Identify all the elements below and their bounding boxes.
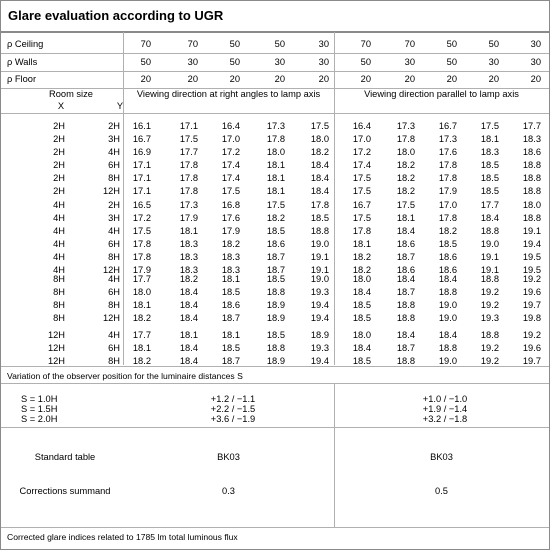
- ugr-value: 18.4: [179, 300, 198, 311]
- ugr-value: 17.0: [352, 134, 371, 145]
- reflectance-value: 50: [274, 39, 285, 49]
- reflectance-value: 20: [318, 74, 329, 84]
- room-x: 2H: [53, 160, 65, 171]
- variation-right: +2.2 / −1.5: [210, 404, 256, 414]
- ugr-value: 17.2: [221, 147, 240, 158]
- reflectance-value: 30: [404, 57, 415, 67]
- ugr-value: 19.2: [480, 343, 499, 354]
- ugr-value: 18.0: [310, 134, 329, 145]
- reflectance-value: 20: [488, 74, 499, 84]
- ugr-value: 19.0: [438, 356, 457, 367]
- ugr-value: 18.5: [310, 213, 329, 224]
- ugr-value: 18.0: [396, 147, 415, 158]
- reflectance-value: 50: [229, 57, 240, 67]
- ugr-value: 18.1: [221, 274, 240, 284]
- ugr-value: 18.5: [266, 226, 285, 237]
- ugr-value: 18.8: [396, 300, 415, 311]
- ugr-value: 17.8: [179, 186, 198, 197]
- row-divider: [1, 366, 549, 367]
- variation-right: +1.2 / −1.1: [210, 394, 256, 404]
- room-x: 8H: [53, 313, 65, 324]
- ugr-value: 19.1: [480, 252, 499, 263]
- reflectance-value: 20: [446, 74, 457, 84]
- room-x: 8H: [53, 274, 65, 284]
- ugr-value: 18.3: [480, 147, 499, 158]
- ugr-value: 19.5: [522, 265, 541, 276]
- title-bar: [1, 1, 549, 32]
- ugr-value: 19.1: [310, 265, 329, 276]
- ugr-value: 18.1: [179, 226, 198, 237]
- ugr-value: 17.7: [480, 200, 499, 210]
- ugr-value: 17.5: [221, 186, 240, 197]
- ugr-value: 18.5: [438, 239, 457, 250]
- ugr-value: 18.2: [132, 313, 151, 324]
- ugr-value: 18.8: [522, 186, 541, 197]
- reflectance-value: 20: [530, 74, 541, 84]
- ugr-value: 18.6: [396, 265, 415, 276]
- ugr-value: 18.4: [352, 287, 371, 298]
- ugr-value: 18.5: [480, 186, 499, 197]
- ugr-value: 17.5: [352, 186, 371, 197]
- ugr-value: 18.6: [396, 239, 415, 250]
- reflectance-label: ρ Walls: [7, 57, 38, 67]
- corrections-label: Corrections summand: [19, 486, 111, 496]
- ugr-value: 16.7: [438, 121, 457, 131]
- ugr-value: 18.8: [480, 226, 499, 237]
- ugr-value: 18.7: [266, 252, 285, 263]
- room-y: 12H: [102, 265, 120, 276]
- ugr-value: 19.1: [480, 265, 499, 276]
- ugr-value: 18.0: [266, 147, 285, 158]
- variation-parallel: +1.0 / −1.0: [422, 394, 468, 404]
- room-y: 8H: [108, 356, 120, 367]
- ugr-value: 17.7: [522, 121, 541, 131]
- ugr-value: 18.1: [221, 330, 240, 340]
- ugr-value: 19.2: [522, 274, 541, 284]
- ugr-value: 16.7: [352, 200, 371, 210]
- ugr-value: 18.2: [179, 274, 198, 284]
- ugr-value: 18.4: [310, 173, 329, 184]
- ugr-value: 17.5: [266, 200, 285, 210]
- room-x: 4H: [53, 213, 65, 224]
- ugr-value: 19.0: [310, 274, 329, 284]
- ugr-value: 19.1: [310, 252, 329, 263]
- ugr-value: 17.4: [221, 160, 240, 171]
- row-divider: [1, 527, 549, 528]
- ugr-value: 19.0: [480, 239, 499, 250]
- room-y: 2H: [108, 121, 120, 131]
- ugr-value: 17.1: [132, 186, 151, 197]
- ugr-value: 18.4: [352, 343, 371, 354]
- ugr-value: 16.5: [132, 200, 151, 210]
- corrections-b: 0.5: [435, 486, 448, 496]
- ugr-value: 17.4: [352, 160, 371, 171]
- ugr-value: 18.3: [221, 265, 240, 276]
- ugr-value: 17.9: [179, 213, 198, 224]
- reflectance-value: 70: [140, 39, 151, 49]
- room-y: 4H: [108, 330, 120, 340]
- ugr-value: 18.5: [480, 160, 499, 171]
- ugr-value: 18.4: [438, 330, 457, 340]
- ugr-value: 17.2: [132, 213, 151, 224]
- room-y: 8H: [108, 252, 120, 263]
- ugr-value: 18.7: [396, 252, 415, 263]
- ugr-value: 18.5: [221, 343, 240, 354]
- ugr-value: 16.1: [132, 121, 151, 131]
- ugr-value: 18.1: [132, 300, 151, 311]
- reflectance-value: 50: [229, 39, 240, 49]
- ugr-value: 18.6: [438, 265, 457, 276]
- ugr-value: 18.8: [438, 343, 457, 354]
- ugr-value: 19.7: [522, 356, 541, 367]
- ugr-value: 17.8: [266, 134, 285, 145]
- reflectance-value: 20: [229, 74, 240, 84]
- ugr-value: 18.5: [352, 313, 371, 324]
- ugr-value: 17.5: [352, 173, 371, 184]
- ugr-value: 17.3: [266, 121, 285, 131]
- ugr-value: 19.2: [480, 356, 499, 367]
- ugr-value: 18.2: [396, 186, 415, 197]
- ugr-value: 17.8: [396, 134, 415, 145]
- ugr-value: 18.1: [480, 134, 499, 145]
- ugr-value: 18.5: [221, 287, 240, 298]
- ugr-value: 18.5: [266, 274, 285, 284]
- reflectance-value: 70: [360, 39, 371, 49]
- reflectance-value: 30: [530, 57, 541, 67]
- ugr-value: 17.1: [179, 121, 198, 131]
- variation-parallel: +1.9 / −1.4: [422, 404, 468, 414]
- footer-note: Corrected glare indices related to 1785 lm total luminous flux: [7, 532, 238, 542]
- ugr-value: 19.3: [310, 287, 329, 298]
- ugr-value: 18.0: [352, 330, 371, 340]
- ugr-value: 19.4: [522, 239, 541, 250]
- ugr-value: 19.4: [310, 300, 329, 311]
- ugr-value: 16.9: [132, 147, 151, 158]
- ugr-value: 17.9: [132, 265, 151, 276]
- room-x: 4H: [53, 200, 65, 210]
- ugr-value: 18.6: [522, 147, 541, 158]
- reflectance-value: 50: [360, 57, 371, 67]
- room-y: 12H: [102, 313, 120, 324]
- ugr-value: 18.9: [310, 330, 329, 340]
- ugr-value: 17.5: [396, 200, 415, 210]
- ugr-value: 18.2: [352, 265, 371, 276]
- ugr-value: 18.5: [352, 300, 371, 311]
- room-y: 12H: [102, 186, 120, 197]
- reflectance-value: 20: [140, 74, 151, 84]
- ugr-value: 18.7: [221, 313, 240, 324]
- ugr-value: 18.0: [522, 200, 541, 210]
- ugr-value: 18.1: [396, 213, 415, 224]
- row-divider: [1, 32, 549, 33]
- ugr-value: 18.1: [352, 239, 371, 250]
- room-y: 8H: [108, 173, 120, 184]
- ugr-value: 18.9: [266, 313, 285, 324]
- reflectance-value: 70: [404, 39, 415, 49]
- reflectance-value: 50: [446, 39, 457, 49]
- view-right-header: Viewing direction at right angles to lamp axis: [136, 89, 321, 99]
- column-divider: [334, 32, 335, 87]
- ugr-value: 18.5: [352, 356, 371, 367]
- room-x: 2H: [53, 147, 65, 158]
- ugr-value: 16.7: [132, 134, 151, 145]
- reflectance-value: 30: [318, 57, 329, 67]
- reflectance-value: 30: [530, 39, 541, 49]
- room-y: 8H: [108, 300, 120, 311]
- page-title: Glare evaluation according to UGR: [8, 8, 224, 23]
- reflectance-label: ρ Ceiling: [7, 39, 44, 49]
- ugr-value: 17.8: [352, 226, 371, 237]
- room-y: 2H: [108, 200, 120, 210]
- ugr-value: 18.4: [179, 313, 198, 324]
- ugr-value: 17.9: [221, 226, 240, 237]
- spacing-label: S = 2.0H: [21, 414, 58, 424]
- room-x: 4H: [53, 239, 65, 250]
- room-y: 3H: [108, 134, 120, 145]
- ugr-value: 18.2: [221, 239, 240, 250]
- ugr-value: 19.2: [480, 287, 499, 298]
- ugr-value: 18.4: [396, 274, 415, 284]
- ugr-value: 19.4: [310, 313, 329, 324]
- ugr-value: 19.7: [522, 300, 541, 311]
- ugr-value: 17.8: [438, 173, 457, 184]
- column-divider: [123, 32, 124, 87]
- variation-label: Variation of the observer position for the luminaire distances S: [7, 371, 243, 381]
- ugr-value: 17.5: [352, 213, 371, 224]
- reflectance-value: 20: [274, 74, 285, 84]
- reflectance-value: 20: [360, 74, 371, 84]
- view-parallel-header: Viewing direction parallel to lamp axis: [364, 89, 519, 99]
- reflectance-label: ρ Floor: [7, 74, 37, 84]
- ugr-value: 19.3: [480, 313, 499, 324]
- ugr-value: 17.0: [221, 134, 240, 145]
- ugr-value: 16.4: [352, 121, 371, 131]
- room-x: 4H: [53, 226, 65, 237]
- ugr-value: 18.7: [221, 356, 240, 367]
- reflectance-value: 30: [488, 57, 499, 67]
- ugr-value: 18.1: [266, 173, 285, 184]
- ugr-value: 18.4: [396, 330, 415, 340]
- ugr-value: 19.2: [480, 300, 499, 311]
- room-y: 6H: [108, 160, 120, 171]
- ugr-value: 18.7: [266, 265, 285, 276]
- ugr-value: 17.1: [132, 173, 151, 184]
- ugr-value: 18.2: [352, 252, 371, 263]
- ugr-value: 17.4: [221, 173, 240, 184]
- ugr-value: 18.8: [310, 226, 329, 237]
- ugr-value: 17.5: [310, 121, 329, 131]
- ugr-value: 18.7: [396, 287, 415, 298]
- row-divider: [1, 71, 549, 72]
- ugr-value: 18.2: [438, 226, 457, 237]
- variation-parallel: +3.2 / −1.8: [422, 414, 468, 424]
- ugr-value: 18.8: [480, 330, 499, 340]
- ugr-value: 16.8: [221, 200, 240, 210]
- ugr-value: 18.4: [438, 274, 457, 284]
- ugr-value: 18.2: [132, 356, 151, 367]
- ugr-value: 19.1: [522, 226, 541, 237]
- ugr-value: 17.8: [132, 252, 151, 263]
- ugr-value: 18.9: [266, 356, 285, 367]
- reflectance-value: 50: [140, 57, 151, 67]
- ugr-value: 17.8: [438, 213, 457, 224]
- reflectance-value: 30: [187, 57, 198, 67]
- ugr-value: 18.8: [522, 173, 541, 184]
- ugr-value: 16.4: [221, 121, 240, 131]
- ugr-value: 18.8: [266, 287, 285, 298]
- room-y: 6H: [108, 239, 120, 250]
- ugr-value: 18.1: [266, 160, 285, 171]
- ugr-value: 18.4: [310, 160, 329, 171]
- ugr-value: 18.1: [132, 343, 151, 354]
- ugr-value: 19.0: [310, 239, 329, 250]
- ugr-value: 18.8: [480, 274, 499, 284]
- ugr-value: 18.0: [132, 287, 151, 298]
- standard-table-b: BK03: [430, 452, 453, 462]
- ugr-value: 18.4: [480, 213, 499, 224]
- room-x: 12H: [47, 356, 65, 367]
- standard-table-label: Standard table: [34, 452, 96, 462]
- ugr-value: 18.4: [179, 343, 198, 354]
- ugr-value: 18.3: [179, 265, 198, 276]
- ugr-value: 17.6: [438, 147, 457, 158]
- ugr-value: 17.8: [438, 160, 457, 171]
- reflectance-value: 70: [187, 39, 198, 49]
- ugr-value: 19.2: [522, 330, 541, 340]
- ugr-value: 18.4: [310, 186, 329, 197]
- ugr-value: 17.3: [438, 134, 457, 145]
- ugr-value: 17.8: [132, 239, 151, 250]
- reflectance-value: 20: [187, 74, 198, 84]
- standard-table-a: BK03: [217, 452, 240, 462]
- ugr-value: 17.7: [132, 274, 151, 284]
- ugr-value: 18.2: [310, 147, 329, 158]
- ugr-value: 18.4: [396, 226, 415, 237]
- ugr-value: 18.6: [266, 239, 285, 250]
- room-y: 6H: [108, 287, 120, 298]
- ugr-value: 18.8: [522, 160, 541, 171]
- ugr-value: 18.2: [396, 173, 415, 184]
- ugr-value: 18.1: [179, 330, 198, 340]
- room-x: 2H: [53, 121, 65, 131]
- ugr-value: 17.1: [132, 160, 151, 171]
- row-divider: [1, 113, 549, 114]
- ugr-value: 18.8: [396, 313, 415, 324]
- ugr-value: 17.7: [179, 147, 198, 158]
- room-x: 2H: [53, 186, 65, 197]
- ugr-value: 18.7: [396, 343, 415, 354]
- ugr-value: 18.3: [522, 134, 541, 145]
- ugr-value: 17.6: [221, 213, 240, 224]
- row-divider: [1, 427, 549, 428]
- room-x: 2H: [53, 173, 65, 184]
- ugr-value: 17.8: [179, 160, 198, 171]
- ugr-value: 18.6: [221, 300, 240, 311]
- reflectance-value: 30: [318, 39, 329, 49]
- ugr-value: 18.8: [438, 287, 457, 298]
- room-x: 8H: [53, 300, 65, 311]
- ugr-value: 19.4: [310, 356, 329, 367]
- ugr-value: 18.6: [438, 252, 457, 263]
- room-size-header: Room size: [49, 89, 93, 99]
- row-divider: [1, 53, 549, 54]
- ugr-value: 18.4: [179, 356, 198, 367]
- room-x: 4H: [53, 265, 65, 276]
- ugr-value: 18.1: [266, 186, 285, 197]
- room-y: 4H: [108, 226, 120, 237]
- ugr-value: 17.5: [179, 134, 198, 145]
- ugr-value: 19.5: [522, 252, 541, 263]
- ugr-value: 18.5: [480, 173, 499, 184]
- ugr-value: 17.5: [132, 226, 151, 237]
- ugr-value: 17.2: [352, 147, 371, 158]
- ugr-value: 17.3: [396, 121, 415, 131]
- ugr-value: 18.9: [266, 300, 285, 311]
- ugr-value: 17.9: [438, 186, 457, 197]
- ugr-value: 18.8: [396, 356, 415, 367]
- spacing-label: S = 1.0H: [21, 394, 58, 404]
- ugr-value: 17.8: [179, 173, 198, 184]
- room-x: 12H: [47, 330, 65, 340]
- ugr-value: 19.6: [522, 287, 541, 298]
- ugr-value: 18.5: [266, 330, 285, 340]
- ugr-value: 17.0: [438, 200, 457, 210]
- ugr-value: 17.8: [310, 200, 329, 210]
- ugr-value: 18.8: [266, 343, 285, 354]
- room-y: 4H: [108, 147, 120, 158]
- ugr-value: 19.6: [522, 343, 541, 354]
- ugr-value: 19.8: [522, 313, 541, 324]
- room-x: 12H: [47, 343, 65, 354]
- spacing-label: S = 1.5H: [21, 404, 58, 414]
- reflectance-value: 20: [404, 74, 415, 84]
- corrections-a: 0.3: [222, 486, 235, 496]
- ugr-value: 17.5: [480, 121, 499, 131]
- ugr-value: 18.8: [522, 213, 541, 224]
- room-y: 3H: [108, 213, 120, 224]
- ugr-value: 19.0: [438, 313, 457, 324]
- y-header: Y: [116, 101, 124, 111]
- room-x: 8H: [53, 287, 65, 298]
- ugr-value: 18.2: [266, 213, 285, 224]
- room-y: 6H: [108, 343, 120, 354]
- reflectance-value: 50: [446, 57, 457, 67]
- ugr-value: 18.3: [179, 252, 198, 263]
- row-divider: [1, 383, 549, 384]
- ugr-value: 19.3: [310, 343, 329, 354]
- ugr-value: 18.4: [179, 287, 198, 298]
- ugr-value: 18.3: [179, 239, 198, 250]
- room-x: 4H: [53, 252, 65, 263]
- ugr-value: 18.2: [396, 160, 415, 171]
- variation-right: +3.6 / −1.9: [210, 414, 256, 424]
- ugr-value: 18.0: [352, 274, 371, 284]
- ugr-value: 18.3: [221, 252, 240, 263]
- room-y: 4H: [108, 274, 120, 284]
- x-header: X: [57, 101, 65, 111]
- room-x: 2H: [53, 134, 65, 145]
- ugr-value: 19.0: [438, 300, 457, 311]
- reflectance-value: 30: [274, 57, 285, 67]
- ugr-value: 17.7: [132, 330, 151, 340]
- reflectance-value: 50: [488, 39, 499, 49]
- ugr-value: 17.3: [179, 200, 198, 210]
